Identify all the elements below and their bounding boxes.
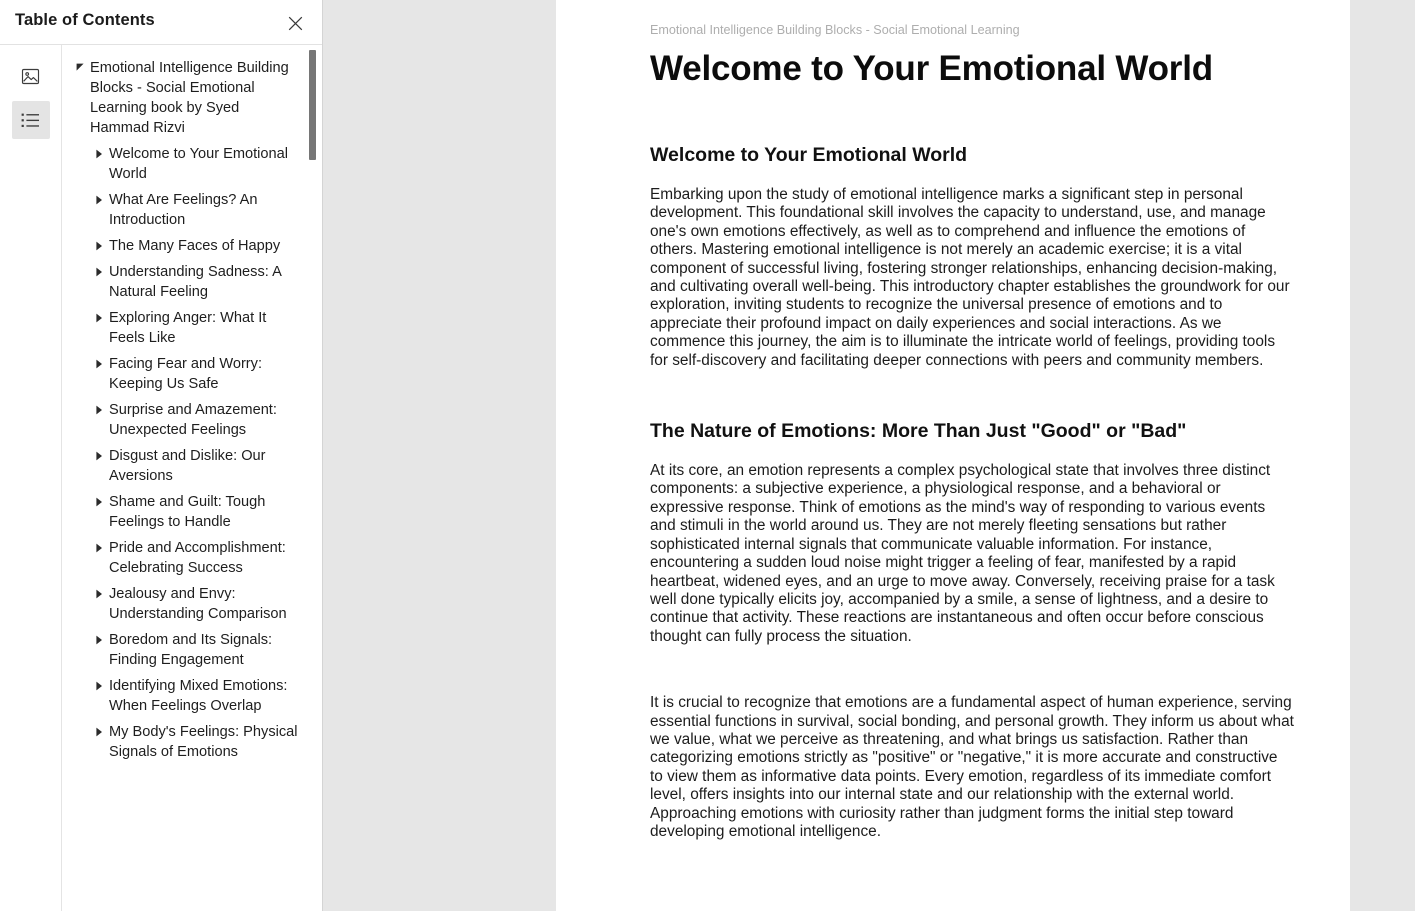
section-heading-welcome: Welcome to Your Emotional World [650,144,968,166]
toc-item-pride-and-accomplishment[interactable] [62,535,300,581]
image-thumbnail-icon [21,67,40,86]
toc-root-label: Emotional Intelligence Building Blocks - Social Emotional Learning book by Syed Hammad Rizvi [90,60,289,136]
triangle-collapsed-icon[interactable] [91,538,107,553]
toc-item-label: Surprise and Amazement: Unexpected Feelings [109,402,277,438]
triangle-collapsed-icon[interactable] [91,144,107,159]
breadcrumb: Emotional Intelligence Building Blocks - Social Emotional Learning [650,23,1020,37]
triangle-collapsed-icon[interactable] [91,630,107,645]
toc-header [0,0,322,45]
toc-item-label: The Many Faces of Happy [109,238,281,254]
toc-scrollbar[interactable] [308,45,317,911]
triangle-collapsed-icon[interactable] [91,262,107,277]
section-heading-nature-of-emotions: The Nature of Emotions: More Than Just "Good" or "Bad" [650,420,1187,443]
toc-item-label: Boredom and Its Signals: Finding Engagement [109,632,273,668]
table-of-contents-panel [0,0,323,911]
toc-item-label: Understanding Sadness: A Natural Feeling [109,264,282,300]
thumbnails-view-button[interactable] [12,57,50,95]
toc-item-label: Exploring Anger: What It Feels Like [109,310,267,346]
toc-scrollbar-thumb[interactable] [309,50,316,160]
toc-item-label: Pride and Accomplishment: Celebrating Success [109,540,286,576]
close-icon [288,16,303,31]
triangle-collapsed-icon[interactable] [91,308,107,323]
toc-tree [62,45,322,911]
toc-item-label: Identifying Mixed Emotions: When Feelings Overlap [109,678,288,714]
toc-item-label: Shame and Guilt: Tough Feelings to Handle [109,494,266,530]
toc-item-welcome-to-your-emotional-world[interactable] [62,141,300,187]
section-paragraph-welcome: Embarking upon the study of emotional intelligence marks a significant step in personal development. This foundational skill involves the capacity to understand, use, and manage one's own emotions effectively, as well as to comprehend and influence the emotions of others. Mastering emotional intelligence is not merely an academic exercise; it is a vital component of successful living, fostering stronger relationships, enhancing decision-making, and cultivating overall well-being. This introductory chapter establishes the groundwork for our exploration, inviting students to recognize the universal presence of emotions and to appreciate their profound impact on daily experiences and social interactions. As we commence this journey, the aim is to illuminate the intricate world of feelings, providing tools for self-discovery and facilitating deeper connections with peers and community members. [650,186,1290,369]
triangle-collapsed-icon[interactable] [91,400,107,415]
toc-item-what-are-feelings-an-introduction[interactable] [62,187,300,233]
toc-item-disgust-and-dislike[interactable] [62,443,300,489]
triangle-collapsed-icon[interactable] [91,354,107,369]
list-outline-icon [21,112,40,129]
page-title: Table of Contents [15,11,155,29]
toc-item-label: Disgust and Dislike: Our Aversions [109,448,266,484]
triangle-expanded-icon[interactable] [72,58,88,72]
toc-item-label: Jealousy and Envy: Understanding Comparison [109,586,287,622]
toc-item-jealousy-and-envy[interactable] [62,581,300,627]
section-paragraph-nature-2: It is crucial to recognize that emotions are a fundamental aspect of human experience, serving essential functions in survival, social bonding, and personal growth. They inform us about what we value, what we perceive as threatening, and what brings us satisfaction. Rather than categorizing emotions strictly as "positive" or "negative," it is more accurate and constructive to view them as informative data points. Every emotion, regardless of its immediate comfort level, offers insights into our internal state and our relationship with the external world. Approaching emotions with curiosity rather than judgment forms the initial step toward developing emotional intelligence. [650,694,1294,840]
close-button[interactable] [282,10,308,36]
document-title: Welcome to Your Emotional World [650,49,1213,88]
toc-item-label: Welcome to Your Emotional World [109,146,289,182]
toc-tree-wrap [62,45,322,911]
toc-item-understanding-sadness[interactable] [62,259,300,305]
triangle-collapsed-icon[interactable] [91,236,107,251]
triangle-collapsed-icon[interactable] [91,676,107,691]
section-paragraph-nature-1: At its core, an emotion represents a complex psychological state that involves three distinct components: a subjective experience, a physiological response, and a behavioral or expressive response. Think of emotions as the mind's way of responding to various events and stimuli in the world around us. They are not merely fleeting sensations but rather sophisticated internal signals that communicate valuable information. For instance, encountering a sudden loud noise might trigger a feeling of fear, manifested by a rapid heartbeat, widened eyes, and an urge to move away. Conversely, receiving praise for a task well done typically elicits joy, accompanied by a smile, a sense of lightness, and a desire to continue that activity. These reactions are instantaneous and often occur before conscious thought can fully process the situation. [650,462,1275,645]
toc-item-label: What Are Feelings? An Introduction [109,192,258,228]
toc-item-boredom-and-its-signals[interactable] [62,627,300,673]
toc-item-the-many-faces-of-happy[interactable] [62,233,300,259]
toc-item-label: My Body's Feelings: Physical Signals of Emotions [109,724,298,760]
table-of-contents-view-button[interactable] [12,101,50,139]
triangle-collapsed-icon[interactable] [91,492,107,507]
toc-item-facing-fear-and-worry[interactable] [62,351,300,397]
triangle-collapsed-icon[interactable] [91,722,107,737]
toc-item-identifying-mixed-emotions[interactable] [62,673,300,719]
document-content [556,0,1350,841]
panel-icon-rail [0,45,62,911]
toc-item-shame-and-guilt[interactable] [62,489,300,535]
triangle-collapsed-icon[interactable] [91,446,107,461]
toc-item-my-bodys-feelings[interactable] [62,719,300,765]
document-page [556,0,1350,911]
toc-root-item[interactable] [62,55,300,141]
triangle-collapsed-icon[interactable] [91,584,107,599]
toc-item-exploring-anger[interactable] [62,305,300,351]
toc-item-surprise-and-amazement[interactable] [62,397,300,443]
triangle-collapsed-icon[interactable] [91,190,107,205]
toc-body [0,45,322,911]
toc-item-label: Facing Fear and Worry: Keeping Us Safe [109,356,263,392]
